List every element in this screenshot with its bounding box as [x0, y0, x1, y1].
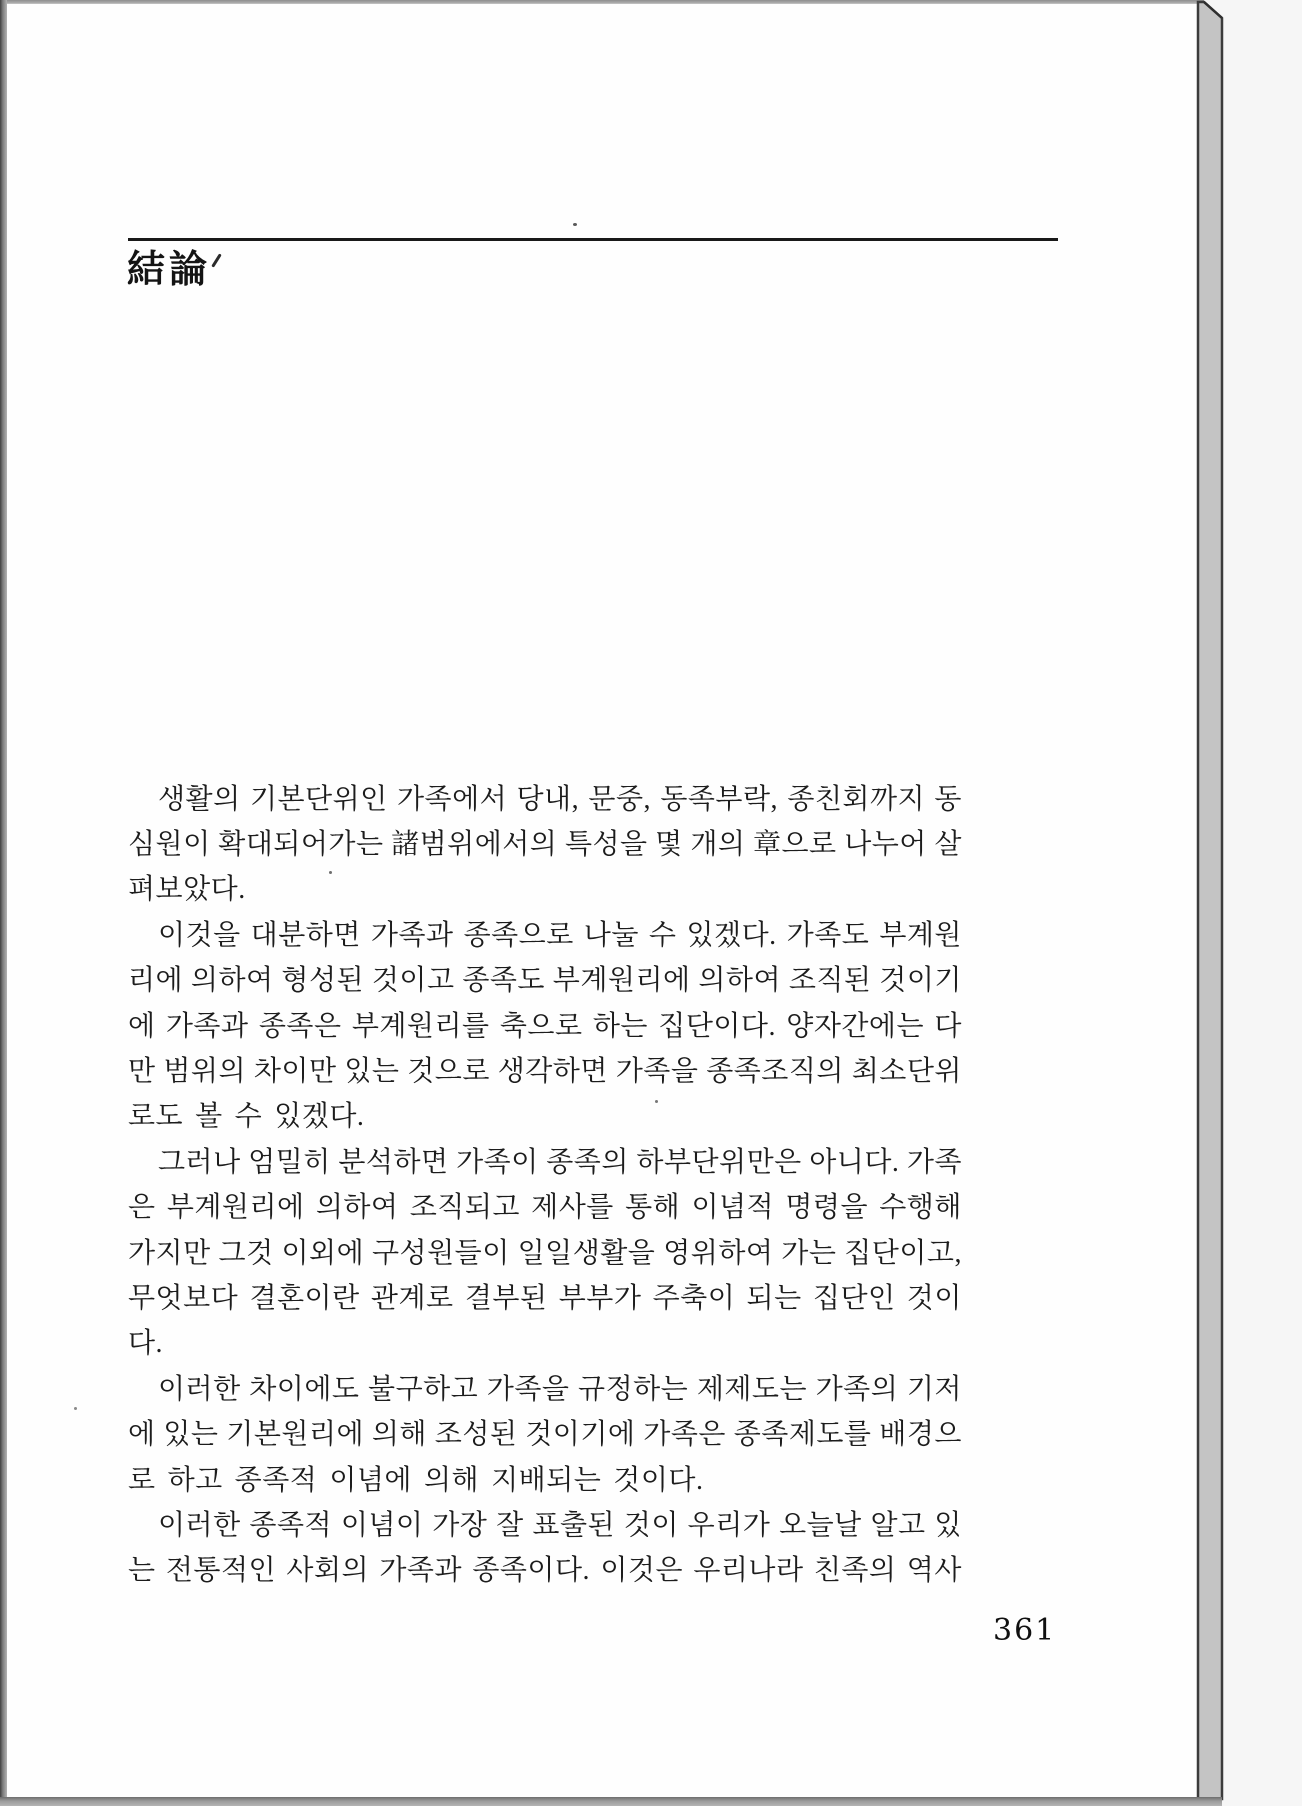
scan-speck: [573, 223, 577, 226]
page-side-edge: [1196, 0, 1226, 1801]
page-bottom-edge: [0, 1797, 1222, 1806]
text-line: 심원이 확대되어가는 諸범위에서의 특성을 몇 개의 章으로 나누어 살: [128, 829, 962, 861]
chapter-rule: [128, 238, 1058, 241]
text-line: 은 부계원리에 의하여 조직되고 제사를 통해 이념적 명령을 수행해: [128, 1192, 962, 1224]
text-line: 가지만 그것 이외에 구성원들이 일일생활을 영위하여 가는 집단이고,: [128, 1237, 962, 1269]
text-line: 리에 의하여 형성된 것이고 종족도 부계원리에 의하여 조직된 것이기: [128, 965, 962, 997]
text-line: 그러나 엄밀히 분석하면 가족이 종족의 하부단위만은 아니다. 가족: [158, 1146, 962, 1178]
scan-speck: [655, 1100, 658, 1103]
text-line: 이것을 대분하면 가족과 종족으로 나눌 수 있겠다. 가족도 부계원: [158, 919, 962, 951]
page-left-edge: [0, 0, 7, 1806]
body-text: [128, 774, 962, 1591]
text-line: 에 있는 기본원리에 의해 조성된 것이기에 가족은 종족제도를 배경으: [128, 1419, 962, 1451]
chapter-title: 結論: [127, 249, 212, 291]
text-line: 무엇보다 결혼이란 관계로 결부된 부부가 주축이 되는 집단인 것이: [128, 1282, 962, 1314]
text-line: 다.: [128, 1328, 164, 1360]
text-line: 이러한 종족적 이념이 가장 잘 표출된 것이 우리가 오늘날 알고 있: [158, 1509, 962, 1541]
text-line: 는 전통적인 사회의 가족과 종족이다. 이것은 우리나라 친족의 역사: [128, 1555, 962, 1587]
text-line: 로 하고 종족적 이념에 의해 지배되는 것이다.: [128, 1464, 704, 1496]
text-line: 생활의 기본단위인 가족에서 당내, 문중, 동족부락, 종친회까지 동: [158, 783, 962, 815]
text-line: 에 가족과 종족은 부계원리를 축으로 하는 집단이다. 양자간에는 다: [128, 1010, 962, 1042]
page-number: 361: [993, 1613, 1057, 1648]
text-line: 이러한 차이에도 불구하고 가족을 규정하는 제제도는 가족의 기저: [158, 1373, 962, 1405]
scan-speck: [74, 1407, 77, 1410]
scan-speck: [329, 871, 332, 874]
text-line: 펴보았다.: [128, 874, 246, 906]
text-line: 로도 볼 수 있겠다.: [128, 1101, 365, 1133]
page-top-edge: [0, 0, 1204, 4]
text-line: 만 범위의 차이만 있는 것으로 생각하면 가족을 종족조직의 최소단위: [128, 1056, 962, 1088]
scan-mark: [211, 253, 221, 267]
